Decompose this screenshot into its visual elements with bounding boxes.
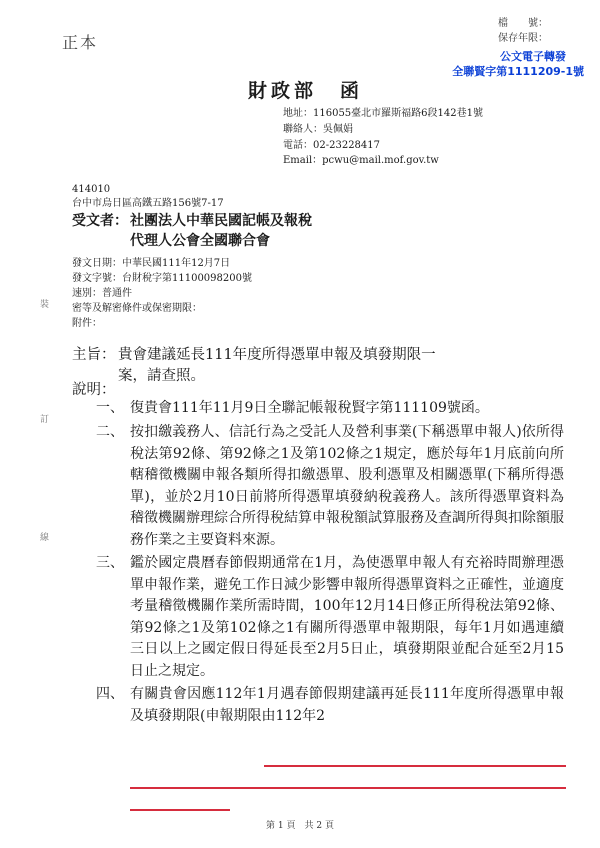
page-footer: 第 1 頁 共 2 頁: [266, 821, 334, 831]
recipient-name-line1: 社團法人中華民國記帳及報稅: [130, 213, 312, 229]
gist-line1: 貴會建議延長111年度所得憑單申報及填發期限一: [118, 347, 436, 363]
item-number: 二、: [96, 424, 124, 440]
delivery-speed: 速別：普通件: [72, 288, 132, 299]
explanation-item-1: [96, 398, 564, 420]
item-number: 三、: [96, 555, 124, 571]
binding-mark: 裝: [40, 300, 50, 310]
contact-email: Email：pcwu@mail.mof.gov.tw: [283, 155, 439, 166]
contact-person: 聯絡人：吳佩娟: [283, 124, 353, 135]
item-text: 鑑於國定農曆春節假期通常在1月，為使憑單申報人有充裕時間辦理憑單申報作業，避免工作日減少影響申報所得憑單資料之正確性，並適度考量稽徵機關作業所需時間，100年12月14日修正所得稅法第92條、第92條之1及第102條之1有關所得憑單申報期限，每年1月如遇連續三日以上之國定假日得延長至2月5日止，填發期限並配合延至2月15日止之規定。: [130, 555, 564, 679]
file-number-label: 檔 號：: [498, 18, 548, 29]
sender-address: 地址：116055臺北市羅斯福路6段142巷1號: [283, 108, 483, 119]
order-mark: 訂: [40, 415, 50, 425]
item-text: 復貴會111年11月9日全聯記帳報稅賢字第111109號函。: [130, 400, 489, 416]
issue-date: 發文日期：中華民國111年12月7日: [72, 258, 231, 269]
document-title: 財政部 函: [248, 80, 364, 102]
recipient-label: 受文者：: [72, 213, 128, 229]
security-level: 密等及解密條件或保密期限：: [72, 303, 202, 314]
recipient-zip: 414010: [72, 184, 111, 195]
item-text: 按扣繳義務人、信託行為之受託人及營利事業(下稱憑單申報人)依所得稅法第92條、第92條之1及第102條之1規定，應於每年1月底前向所轄稽徵機關申報各類所得扣繳憑單、股利憑單及相關憑單(下稱所得憑單)，並於2月10日前將所得憑單填發納稅義務人。該所得憑單資料為稽徵機關辦理綜合所得稅結算申報稅額試算服務及查調所得與扣除額服務作業之主要資料來源。: [130, 424, 564, 548]
attachment-label: 附件：: [72, 318, 102, 329]
retention-period-label: 保存年限：: [498, 33, 548, 44]
item-number: 一、: [96, 400, 124, 416]
recipient-name-line2: 代理人公會全國聯合會: [130, 233, 270, 249]
explanation-item-3: [96, 553, 564, 682]
item-number: 四、: [96, 686, 124, 702]
line-mark: 線: [40, 533, 50, 543]
document-number: 發文字號：台財稅字第11100098200號: [72, 273, 252, 284]
explanation-label: 說明：: [72, 382, 116, 398]
explanation-item-4: [96, 684, 564, 814]
electronic-forward-note: 公文電子轉發: [500, 50, 566, 63]
explanation-item-2: [96, 422, 564, 551]
item-text: 有關貴會因應112年1月遇春節假期建議再延長111年度所得憑單申報及填發期限(申報期限由112年2: [130, 686, 564, 724]
recipient-address: 台中市烏日區高鐵五路156號7-17: [72, 198, 224, 209]
contact-phone: 電話：02-23228417: [283, 140, 381, 151]
forward-reference-number: 全聯賢字第1111209-1號: [452, 65, 584, 78]
gist-label: 主旨：: [72, 347, 116, 363]
gist-line2: 案，請查照。: [118, 368, 205, 384]
original-copy-stamp: 正本: [62, 33, 99, 52]
